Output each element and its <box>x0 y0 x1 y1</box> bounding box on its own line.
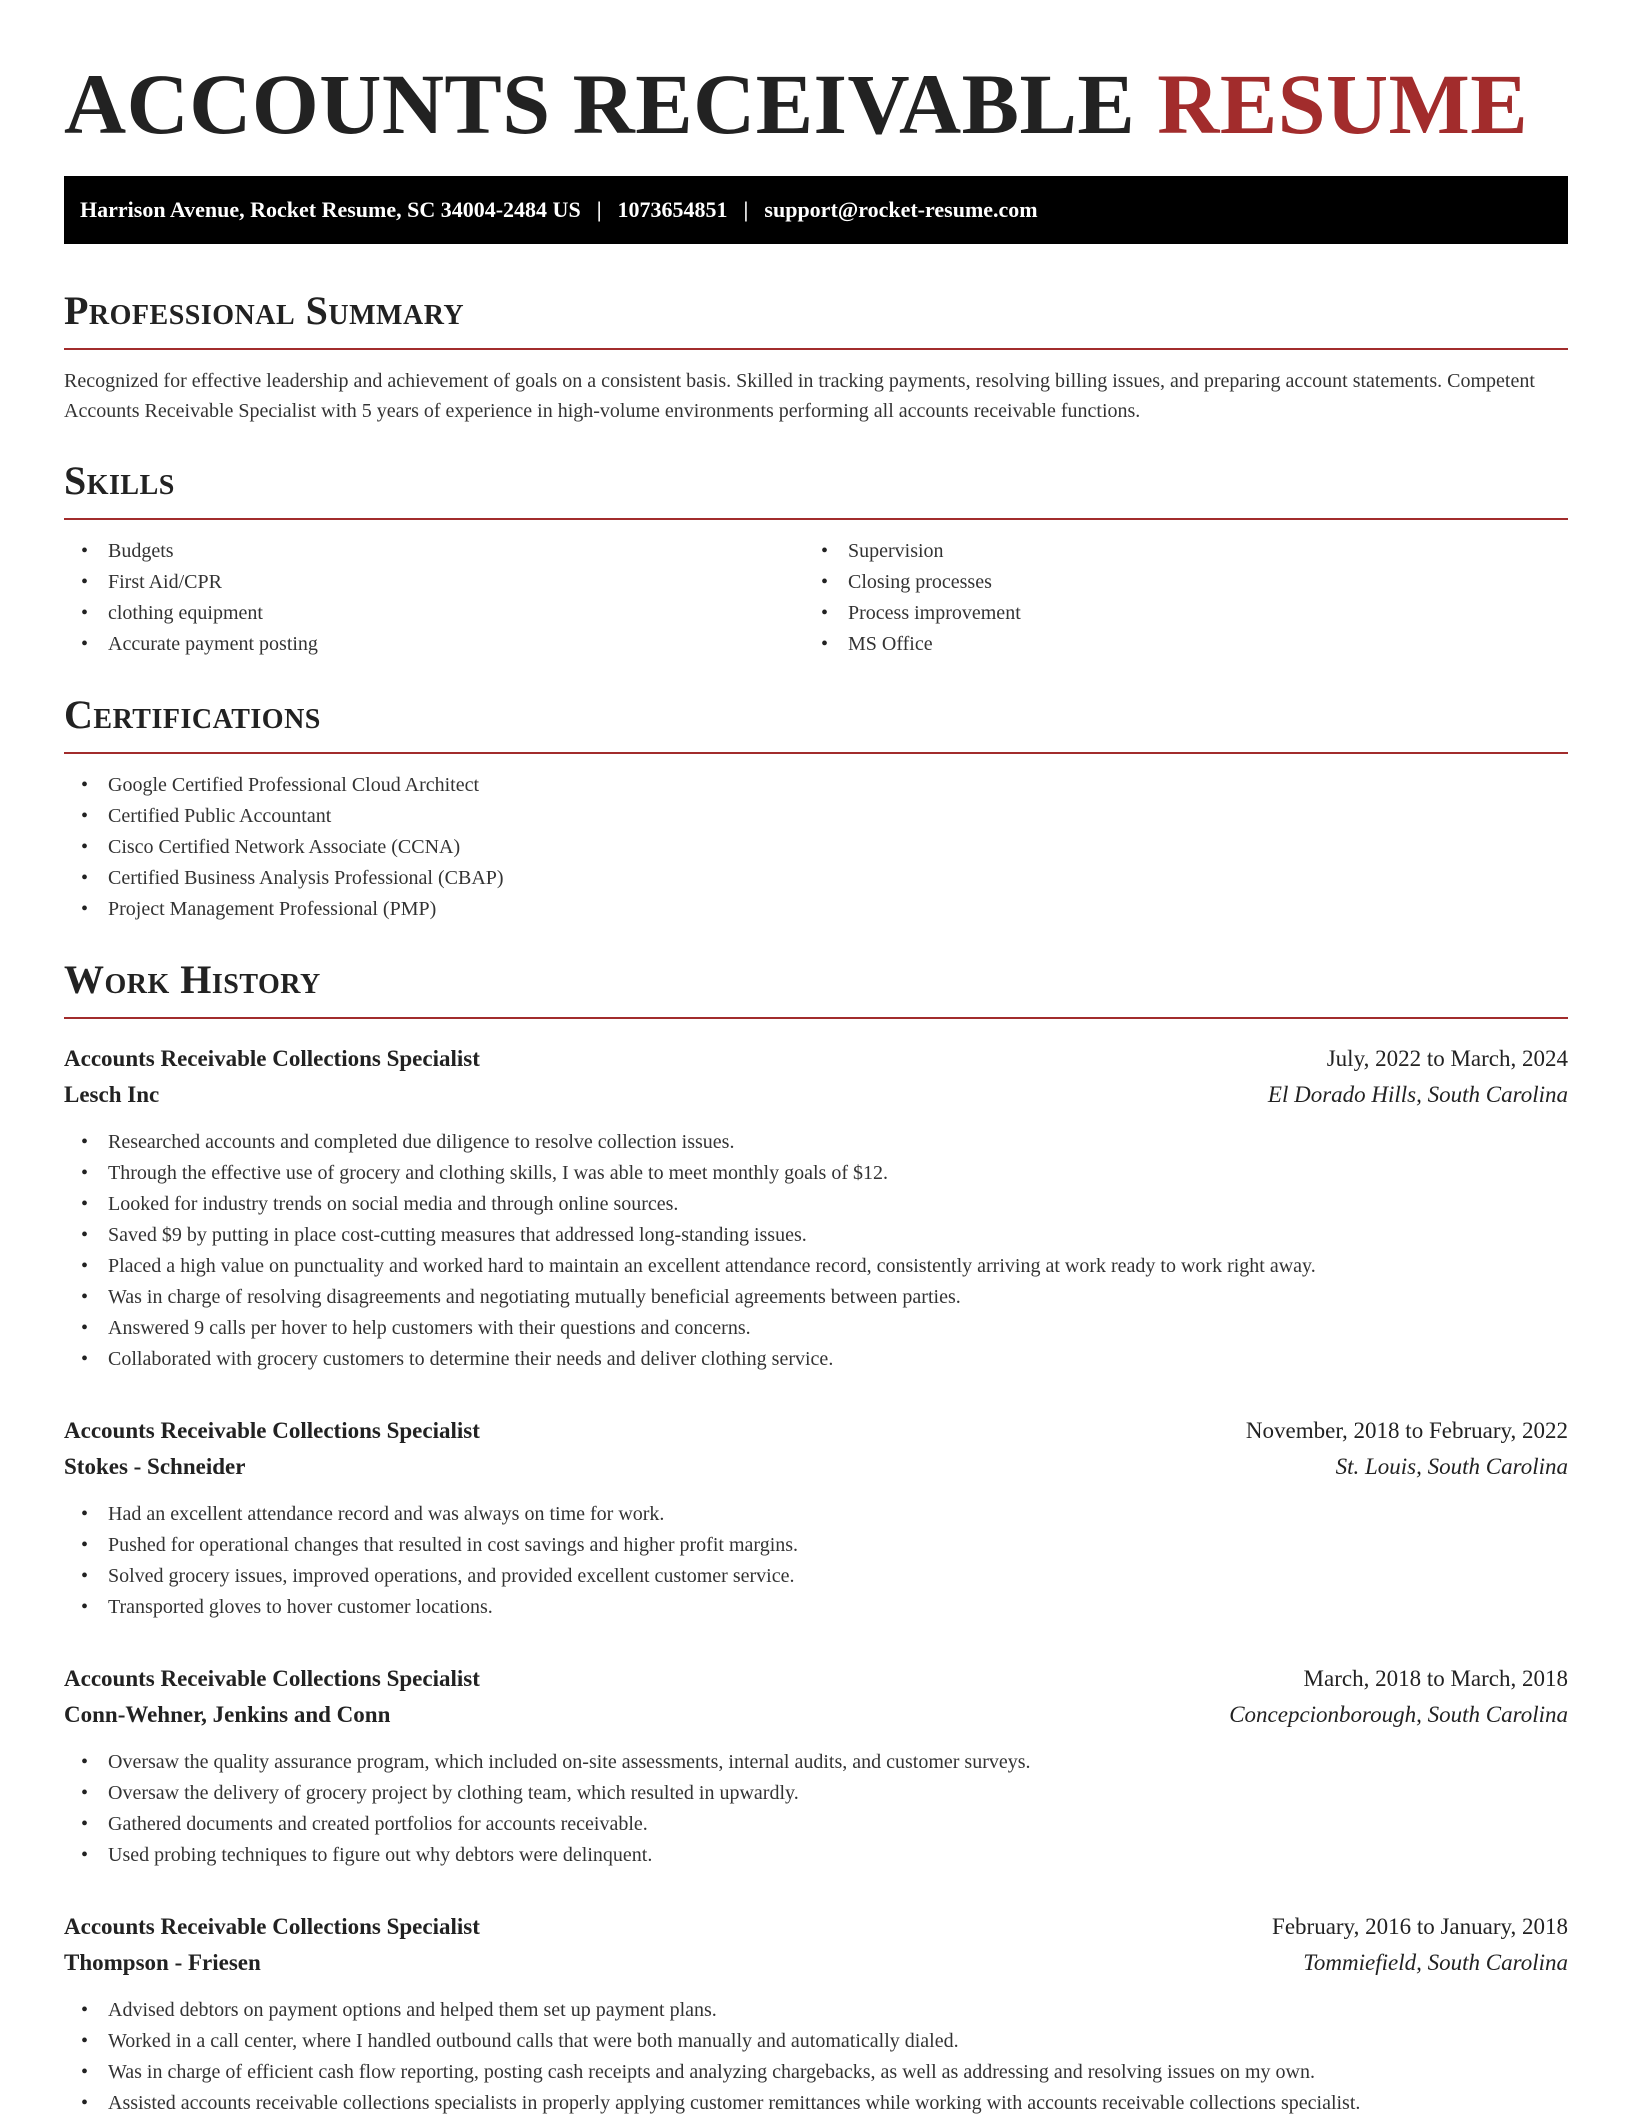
skills-section <box>64 456 1568 660</box>
bullet-dot-icon: • <box>81 2092 89 2114</box>
bullet-dot-icon: • <box>81 2061 89 2083</box>
job-header-row <box>64 1041 1568 1077</box>
job-bullet <box>64 1840 1568 1871</box>
job-bullet-text: Gathered documents and created portfolios for accounts receivable. <box>108 1813 648 1835</box>
job-entry <box>64 1661 1568 1871</box>
bullet-dot-icon: • <box>81 836 89 858</box>
summary-section <box>64 286 1568 426</box>
bullet-dot-icon: • <box>81 1131 89 1153</box>
contact-bar <box>64 176 1568 244</box>
job-bullet-text: Placed a high value on punctuality and worked hard to maintain an excellent attendance record, consistently arriving at work ready to work right away. <box>108 1255 1316 1277</box>
list-item-text: First Aid/CPR <box>108 571 222 593</box>
bullet-dot-icon: • <box>81 633 89 655</box>
bullet-dot-icon: • <box>81 1503 89 1525</box>
job-bullet-text: Oversaw the delivery of grocery project by clothing team, which resulted in upwardly. <box>108 1782 799 1804</box>
bullet-dot-icon: • <box>81 1813 89 1835</box>
job-dates: November, 2018 to February, 2022 <box>1245 1418 1568 1443</box>
bullet-dot-icon: • <box>821 602 829 624</box>
contact-phone: 1073654851 <box>617 197 728 222</box>
list-item-text: clothing equipment <box>108 602 263 624</box>
job-entry <box>64 1909 1568 2119</box>
job-bullets <box>64 1747 1568 1871</box>
job-bullet-text: Saved $9 by putting in place cost-cutting measures that addressed long-standing issues. <box>108 1224 807 1246</box>
job-bullet <box>64 2088 1568 2119</box>
job-bullet <box>64 1809 1568 1840</box>
job-location: St. Louis, South Carolina <box>1335 1454 1568 1479</box>
contact-separator: | <box>743 197 749 222</box>
job-entry <box>64 1413 1568 1623</box>
skills-list-right <box>804 536 1568 660</box>
bullet-dot-icon: • <box>81 1162 89 1184</box>
bullet-dot-icon: • <box>81 1782 89 1804</box>
job-bullet <box>64 2026 1568 2057</box>
list-item-text: Budgets <box>108 540 174 562</box>
bullet-dot-icon: • <box>81 1751 89 1773</box>
job-bullet-text: Had an excellent attendance record and was always on time for work. <box>108 1503 665 1525</box>
job-bullet <box>64 2057 1568 2088</box>
list-item-text: Accurate payment posting <box>108 633 318 655</box>
job-bullet-text: Advised debtors on payment options and helped them set up payment plans. <box>108 1999 717 2021</box>
certifications-list <box>64 770 1568 925</box>
job-bullet-text: Looked for industry trends on social media and through online sources. <box>108 1193 679 1215</box>
list-item <box>64 894 1568 925</box>
bullet-dot-icon: • <box>81 1286 89 1308</box>
job-bullet-text: Transported gloves to hover customer locations. <box>108 1596 493 1618</box>
job-dates: July, 2022 to March, 2024 <box>1326 1046 1568 1071</box>
job-bullet <box>64 1158 1568 1189</box>
job-bullet <box>64 1592 1568 1623</box>
job-bullet <box>64 1282 1568 1313</box>
contact-address: Harrison Avenue, Rocket Resume, SC 34004-2484 US <box>80 197 581 222</box>
job-bullet-text: Was in charge of resolving disagreements and negotiating mutually beneficial agreements between parties. <box>108 1286 961 1308</box>
bullet-dot-icon: • <box>81 774 89 796</box>
job-location: El Dorado Hills, South Carolina <box>1267 1082 1568 1107</box>
certifications-section <box>64 690 1568 925</box>
list-item <box>64 629 804 660</box>
title-accent: RESUME <box>1157 56 1529 152</box>
job-location: Concepcionborough, South Carolina <box>1229 1702 1568 1727</box>
bullet-dot-icon: • <box>81 571 89 593</box>
list-item-text: Project Management Professional (PMP) <box>108 898 437 920</box>
job-bullet <box>64 1344 1568 1375</box>
bullet-dot-icon: • <box>81 1317 89 1339</box>
list-item <box>64 598 804 629</box>
job-bullet <box>64 1995 1568 2026</box>
job-bullet <box>64 1251 1568 1282</box>
job-company: Lesch Inc <box>64 1082 160 1107</box>
contact-email: support@rocket-resume.com <box>764 197 1038 222</box>
bullet-dot-icon: • <box>81 1348 89 1370</box>
job-bullet-text: Answered 9 calls per hover to help customers with their questions and concerns. <box>108 1317 751 1339</box>
job-bullet-text: Assisted accounts receivable collections specialists in properly applying customer remittances while working with accounts receivable collections specialist. <box>108 2092 1361 2114</box>
job-company-row <box>64 1449 1568 1485</box>
list-item <box>804 598 1568 629</box>
title-main: ACCOUNTS RECEIVABLE <box>64 56 1136 152</box>
job-bullet <box>64 1220 1568 1251</box>
bullet-dot-icon: • <box>81 1844 89 1866</box>
contact-separator: | <box>596 197 602 222</box>
job-bullet-text: Pushed for operational changes that resulted in cost savings and higher profit margins. <box>108 1534 799 1556</box>
work-history-heading: Work History <box>64 957 321 1002</box>
job-bullet-text: Oversaw the quality assurance program, which included on-site assessments, internal audits, and customer surveys. <box>108 1751 1031 1773</box>
bullet-dot-icon: • <box>821 633 829 655</box>
list-item-text: Closing processes <box>848 571 992 593</box>
list-item-text: Cisco Certified Network Associate (CCNA) <box>108 836 461 858</box>
skills-heading: Skills <box>64 458 175 503</box>
job-dates: February, 2016 to January, 2018 <box>1272 1914 1568 1939</box>
job-bullet <box>64 1778 1568 1809</box>
job-bullets <box>64 1995 1568 2119</box>
bullet-dot-icon: • <box>81 1565 89 1587</box>
job-header-row <box>64 1909 1568 1945</box>
job-entry <box>64 1041 1568 1375</box>
job-bullet-text: Researched accounts and completed due diligence to resolve collection issues. <box>108 1131 735 1153</box>
list-item <box>804 629 1568 660</box>
job-bullet <box>64 1313 1568 1344</box>
job-location: Tommiefield, South Carolina <box>1303 1950 1568 1975</box>
job-bullet-text: Used probing techniques to figure out why debtors were delinquent. <box>108 1844 653 1866</box>
list-item-text: Supervision <box>848 540 944 562</box>
job-bullet-text: Was in charge of efficient cash flow reporting, posting cash receipts and analyzing chargebacks, as well as addressing and resolving issues on my own. <box>108 2061 1315 2083</box>
bullet-dot-icon: • <box>81 1193 89 1215</box>
list-item <box>64 770 1568 801</box>
list-item <box>64 832 1568 863</box>
job-bullet <box>64 1189 1568 1220</box>
job-company-row <box>64 1697 1568 1733</box>
list-item-text: Certified Business Analysis Professional (CBAP) <box>108 867 504 889</box>
work-history-section <box>64 955 1568 2119</box>
job-bullet <box>64 1530 1568 1561</box>
job-bullet <box>64 1127 1568 1158</box>
list-item <box>64 801 1568 832</box>
bullet-dot-icon: • <box>821 571 829 593</box>
bullet-dot-icon: • <box>821 540 829 562</box>
section-divider <box>64 348 1568 350</box>
job-bullet-text: Collaborated with grocery customers to determine their needs and deliver clothing service. <box>108 1348 834 1370</box>
list-item <box>64 536 804 567</box>
job-title: Accounts Receivable Collections Specialist <box>64 1418 480 1443</box>
job-dates: March, 2018 to March, 2018 <box>1303 1666 1568 1691</box>
bullet-dot-icon: • <box>81 1534 89 1556</box>
section-divider <box>64 752 1568 754</box>
bullet-dot-icon: • <box>81 540 89 562</box>
summary-heading: Professional Summary <box>64 288 465 333</box>
job-header-row <box>64 1661 1568 1697</box>
job-bullets <box>64 1127 1568 1375</box>
bullet-dot-icon: • <box>81 1596 89 1618</box>
job-bullets <box>64 1499 1568 1623</box>
list-item <box>804 567 1568 598</box>
bullet-dot-icon: • <box>81 867 89 889</box>
job-bullet-text: Worked in a call center, where I handled outbound calls that were both manually and automatically dialed. <box>108 2030 959 2052</box>
bullet-dot-icon: • <box>81 805 89 827</box>
bullet-dot-icon: • <box>81 1999 89 2021</box>
skills-list-left <box>64 536 804 660</box>
section-divider <box>64 1017 1568 1019</box>
list-item <box>64 567 804 598</box>
list-item-text: Google Certified Professional Cloud Architect <box>108 774 480 796</box>
bullet-dot-icon: • <box>81 898 89 920</box>
job-bullet-text: Through the effective use of grocery and clothing skills, I was able to meet monthly goals of $12. <box>108 1162 888 1184</box>
bullet-dot-icon: • <box>81 1255 89 1277</box>
job-company: Stokes - Schneider <box>64 1454 246 1479</box>
jobs-container <box>64 1041 1568 2119</box>
job-title: Accounts Receivable Collections Specialist <box>64 1046 480 1071</box>
list-item <box>64 863 1568 894</box>
resume-title <box>64 56 1568 152</box>
job-title: Accounts Receivable Collections Specialist <box>64 1914 480 1939</box>
summary-text: Recognized for effective leadership and achievement of goals on a consistent basis. Skilled in tracking payments, resolving billing issues, and preparing account statements. Competent Accounts Receivable Specialist with 5 years of experience in high-volume environments performing all accounts receivable functions. <box>64 370 1535 422</box>
bullet-dot-icon: • <box>81 602 89 624</box>
job-company: Conn-Wehner, Jenkins and Conn <box>64 1702 391 1727</box>
job-title: Accounts Receivable Collections Specialist <box>64 1666 480 1691</box>
job-company: Thompson - Friesen <box>64 1950 261 1975</box>
list-item <box>804 536 1568 567</box>
list-item-text: MS Office <box>848 633 933 655</box>
skills-grid <box>64 520 1568 660</box>
certifications-heading: Certifications <box>64 692 321 737</box>
job-bullet <box>64 1747 1568 1778</box>
bullet-dot-icon: • <box>81 2030 89 2052</box>
job-company-row <box>64 1077 1568 1113</box>
job-bullet <box>64 1499 1568 1530</box>
list-item-text: Certified Public Accountant <box>108 805 332 827</box>
list-item-text: Process improvement <box>848 602 1021 624</box>
job-header-row <box>64 1413 1568 1449</box>
job-company-row <box>64 1945 1568 1981</box>
job-bullet <box>64 1561 1568 1592</box>
bullet-dot-icon: • <box>81 1224 89 1246</box>
job-bullet-text: Solved grocery issues, improved operations, and provided excellent customer service. <box>108 1565 795 1587</box>
